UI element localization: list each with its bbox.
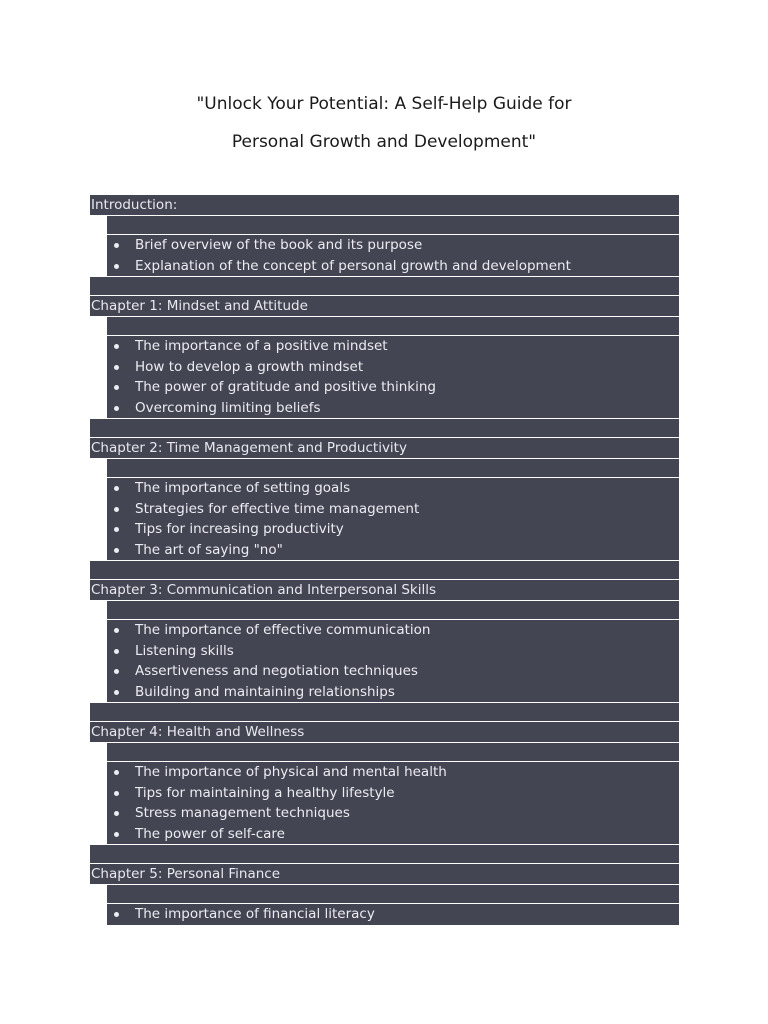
bullet-dot-icon [114, 406, 119, 411]
bullet-text: Listening skills [135, 642, 234, 659]
bullet-dot-icon [114, 791, 119, 796]
section-heading: Chapter 3: Communication and Interpersonal Skills [90, 580, 679, 601]
section-heading: Chapter 5: Personal Finance [90, 864, 679, 885]
bullet-dot-icon [114, 486, 119, 491]
bullet-dot-icon [114, 649, 119, 654]
bullet-text: The importance of effective communication [135, 622, 431, 638]
bullet-list [107, 904, 679, 926]
document-outline [90, 195, 679, 926]
bullet-item [107, 661, 679, 682]
bullet-dot-icon [114, 365, 119, 370]
highlight-spacer-bar [107, 459, 679, 478]
bullet-text: Assertiveness and negotiation techniques [135, 663, 418, 679]
bullet-text: Tips for increasing productivity [135, 521, 344, 537]
bullet-item [107, 762, 679, 783]
bullet-dot-icon [114, 548, 119, 553]
highlight-spacer-bar [107, 743, 679, 762]
highlight-spacer-bar [107, 216, 679, 235]
bullet-dot-icon [114, 912, 119, 917]
bullet-dot-icon [114, 811, 119, 816]
bullet-text: Strategies for effective time management [135, 500, 420, 517]
bullet-list [107, 235, 679, 277]
bullet-item [107, 783, 679, 804]
highlight-gap-bar [90, 277, 679, 296]
highlight-spacer-bar [107, 317, 679, 336]
bullet-text: Stress management techniques [135, 805, 350, 821]
bullet-text: Tips for maintaining a healthy lifestyle [135, 784, 395, 801]
bullet-item [107, 499, 679, 520]
bullet-item [107, 682, 679, 703]
bullet-text: The art of saying "no" [135, 541, 283, 558]
highlight-gap-bar [90, 845, 679, 864]
bullet-item [107, 377, 679, 398]
bullet-text: Explanation of the concept of personal growth and development [135, 257, 571, 274]
bullet-text: The power of self-care [135, 825, 285, 842]
bullet-item [107, 519, 679, 540]
bullet-dot-icon [114, 507, 119, 512]
bullet-dot-icon [114, 344, 119, 349]
bullet-text: The importance of setting goals [135, 480, 351, 496]
bullet-list [107, 620, 679, 703]
bullet-text: The importance of a positive mindset [135, 338, 388, 354]
bullet-list [107, 478, 679, 561]
bullet-dot-icon [114, 832, 119, 837]
bullet-dot-icon [114, 264, 119, 269]
bullet-list [107, 336, 679, 419]
bullet-text: How to develop a growth mindset [135, 358, 364, 375]
bullet-text: The importance of financial literacy [135, 906, 375, 922]
bullet-item [107, 256, 679, 277]
document-title-line-2: Personal Growth and Development" [231, 132, 537, 152]
bullet-item [107, 620, 679, 641]
bullet-item [107, 357, 679, 378]
section-heading: Chapter 2: Time Management and Productivity [90, 438, 679, 459]
highlight-gap-bar [90, 561, 679, 580]
highlight-gap-bar [90, 703, 679, 722]
bullet-text: The power of gratitude and positive thinking [135, 379, 436, 395]
bullet-item [107, 641, 679, 662]
section-heading: Introduction: [90, 195, 679, 216]
bullet-dot-icon [114, 669, 119, 674]
highlight-spacer-bar [107, 885, 679, 904]
bullet-item [107, 904, 679, 925]
bullet-item [107, 803, 679, 824]
bullet-text: The importance of physical and mental health [135, 764, 447, 780]
document-title-line-1: "Unlock Your Potential: A Self-Help Guide for [196, 94, 572, 114]
bullet-item [107, 540, 679, 561]
bullet-text: Overcoming limiting beliefs [135, 399, 321, 416]
bullet-list [107, 762, 679, 845]
bullet-dot-icon [114, 385, 119, 390]
section-heading: Chapter 1: Mindset and Attitude [90, 296, 679, 317]
bullet-dot-icon [114, 770, 119, 775]
bullet-dot-icon [114, 527, 119, 532]
bullet-dot-icon [114, 628, 119, 633]
section-heading: Chapter 4: Health and Wellness [90, 722, 679, 743]
bullet-dot-icon [114, 243, 119, 248]
bullet-text: Building and maintaining relationships [135, 683, 395, 700]
highlight-gap-bar [90, 419, 679, 438]
bullet-item [107, 336, 679, 357]
bullet-text: Brief overview of the book and its purpose [135, 237, 423, 253]
bullet-item [107, 824, 679, 845]
bullet-dot-icon [114, 690, 119, 695]
highlight-spacer-bar [107, 601, 679, 620]
bullet-item [107, 398, 679, 419]
bullet-item [107, 478, 679, 499]
bullet-item [107, 235, 679, 256]
